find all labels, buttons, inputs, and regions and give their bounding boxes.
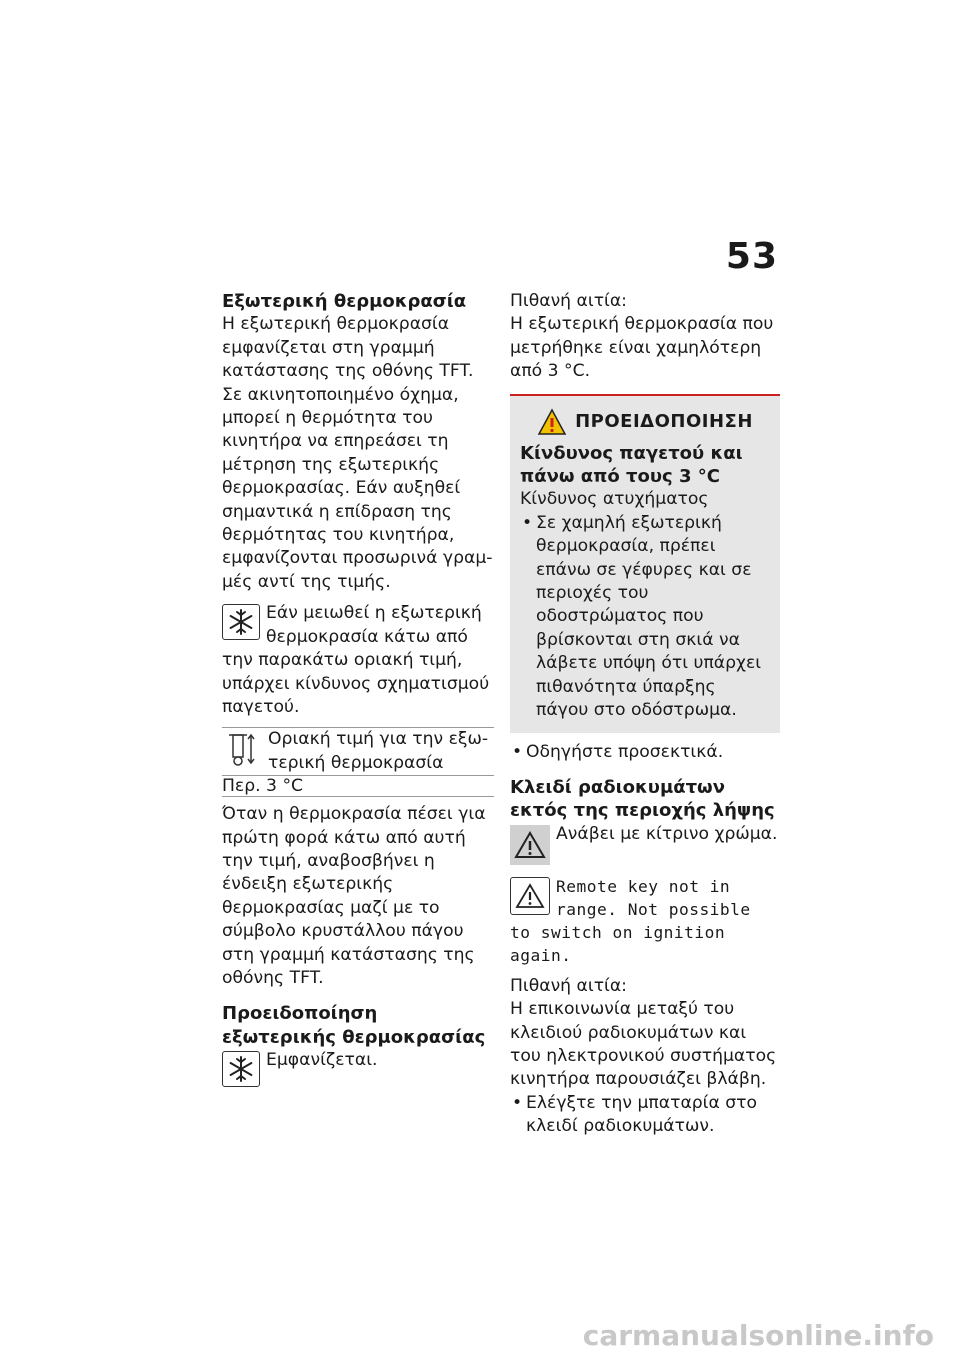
warning-triangle-icon [537, 408, 567, 436]
cause-text: Η εξωτερική θερμοκρασία που μετρήθηκε είναι χαμηλότερη από 3 °C. [510, 314, 774, 382]
cause2-label: Πιθανή αιτία: [510, 975, 627, 996]
paragraph-blink: Όταν η θερμοκρασία πέσει για πρώτη φορά κάτω από αυτή την τιμή, αναβοσβήνει η ένδειξη εξωτερικής θερμοκρασίας μαζί με το σύμβολο κρυστάλλου πάγου στη γραμμή κατάστασης της οθόνης TFT. [222, 804, 486, 988]
display-message: Remote key not in range. Not possible to switch on ignition again. [510, 876, 751, 965]
drive-carefully-bullet: • Οδηγήστε προσεκτικά. [510, 741, 780, 764]
warning-heading: Κίνδυνος παγετού και πάνω από τους 3 °C [520, 442, 743, 488]
check-battery-bullet: • Ελέγξτε την μπαταρία στο κλειδί ραδιοκυμάτων. [510, 1092, 780, 1139]
warning-shown-paragraph [222, 1049, 494, 1089]
message-paragraph [510, 875, 780, 967]
heading-remote-key: Κλειδί ραδιοκυμάτων εκτός της περιοχής λήψης [510, 776, 775, 822]
heading-outside-temperature: Εξωτερική θερμοκρασία [222, 291, 467, 312]
watermark: carmanualsonline.info [582, 1319, 934, 1352]
warning-outline-icon [510, 877, 550, 915]
page-number: 53 [725, 236, 778, 277]
cause2-text: Η επικοινωνία μεταξύ του κλειδιού ραδιοκυμάτων και του ηλεκτρονικού συστήματος κινητήρα παρουσιάζει βλάβη. [510, 999, 777, 1090]
table-label: Οριακή τιμή για την εξωτερική θερμοκρασία [268, 729, 489, 773]
warning-title: ΠΡΟΕΙΔΟΠΟΙΗΣΗ [575, 411, 753, 433]
paragraph-engine-heat: Σε ακινητοποιημένο όχημα, μπορεί η θερμότητα του κινητήρα να επηρεάσει τη μέτρηση της εξωτερικής θερμοκρασίας. Εάν αυξηθεί σημαντικά η επίδραση της θερμότητας του κινητήρα, εμφανίζονται προσωρινά γραμμές αντί της τιμής. [222, 384, 493, 592]
cause-label: Πιθανή αιτία: [510, 291, 627, 311]
paragraph-shown: Εμφανίζεται. [266, 1050, 378, 1071]
light-text: Ανάβει με κίτρινο χρώμα. [556, 823, 778, 844]
paragraph-display: Η εξωτερική θερμοκρασία εμφανίζεται στη γραμμή κατάστασης της οθόνης TFT. [222, 314, 474, 382]
specification-icon [222, 730, 262, 768]
general-warning-icon [510, 825, 550, 865]
heading-temp-warning: Προειδοποίηση εξωτερικής θερμοκρασίας [222, 1003, 486, 1048]
warning-bullet: • Σε χαμηλή εξωτερική θερμοκρασία, πρέπει επάνω σε γέφυρες και σε περιοχές του οδοστρώματος που βρίσκονται στη σκιά να λάβετε υπόψη ότι υπάρχει πιθανότητα ύπαρξης πάγου στο οδόστρωμα. [520, 512, 770, 723]
table-value: Περ. 3 °C [222, 776, 494, 797]
limit-table [222, 727, 494, 797]
frost-paragraph [222, 602, 494, 719]
paragraph-frost-risk: Εάν μειωθεί η εξωτερική θερμοκρασία κάτω από την παρακάτω οριακή τιμή, υπάρχει κίνδυνος σχηματισμού παγετού. [222, 603, 490, 717]
right-column [510, 290, 780, 1139]
left-column [222, 290, 494, 1089]
warning-subtitle: Κίνδυνος ατυχήματος [520, 489, 709, 510]
snowflake-icon [222, 1051, 260, 1087]
yellow-light-paragraph [510, 823, 780, 867]
snowflake-icon [222, 604, 260, 640]
warning-box [510, 394, 780, 733]
